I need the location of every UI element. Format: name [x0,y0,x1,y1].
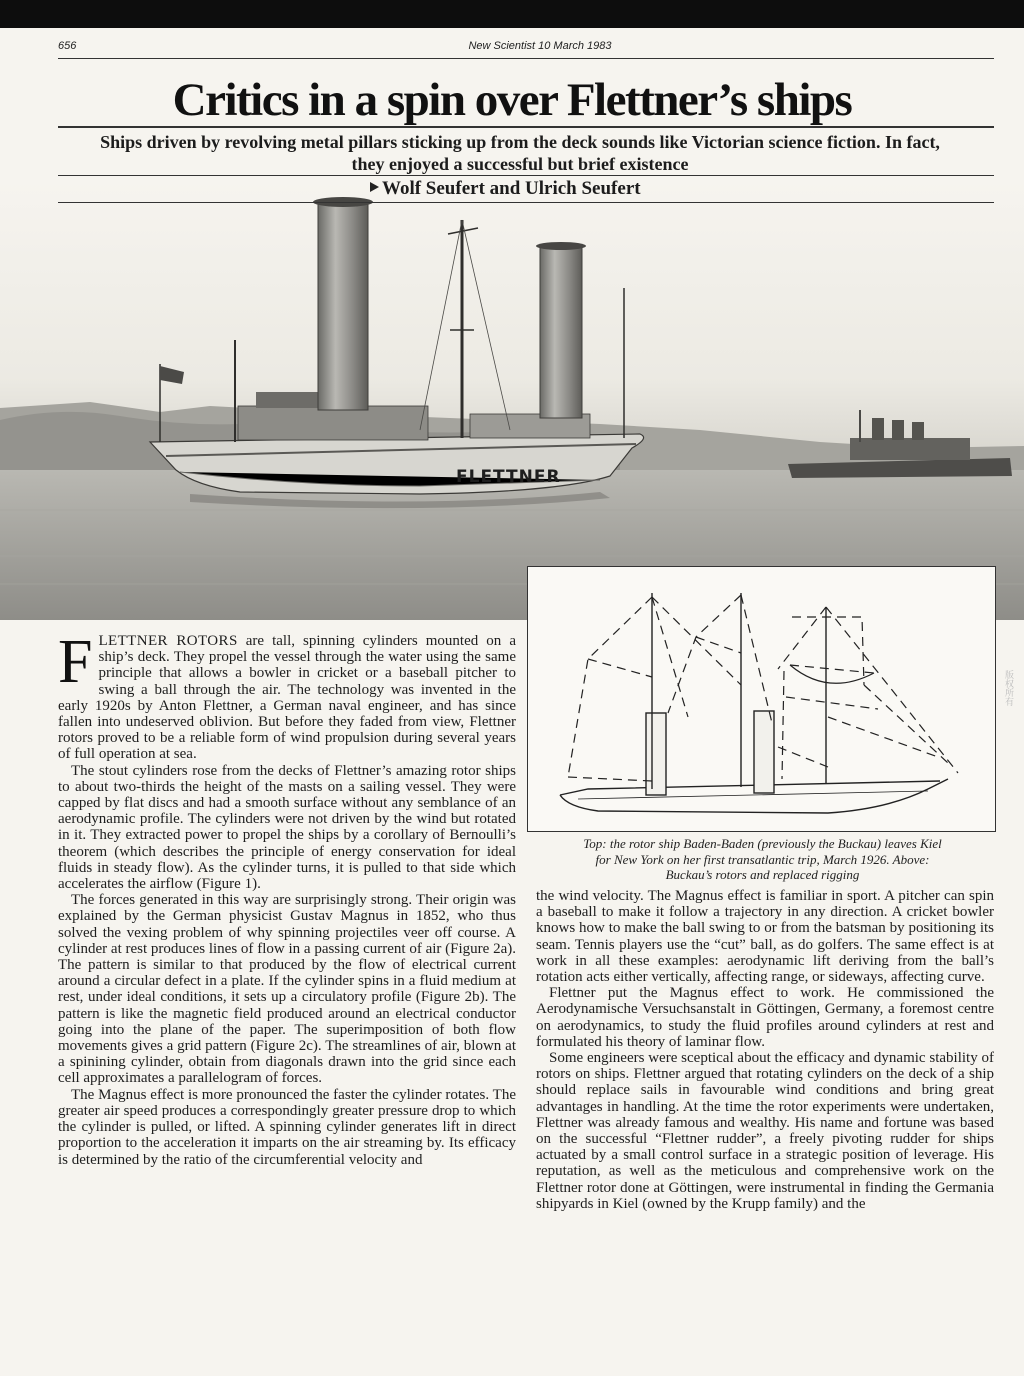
hull-lettering: FLETTNER [456,467,561,487]
standfirst-rule [58,175,994,176]
figure-caption [531,836,994,883]
rotor-ship-photo [0,180,1024,620]
caption-line-1: Top: the rotor ship Baden-Baden (previously the Buckau) leaves Kiel [583,836,942,851]
margin-mark: 版权所有 [1004,670,1014,706]
paragraph-1 [58,628,516,763]
byline-arrow-icon [370,182,379,192]
paragraph-5: the wind velocity. The Magnus effect is familiar in sport. A pitcher can spin a baseball to make it follow a trajectory in any direction. A cricket bowler knows how to make the ball swing to or from the batsman by positioning its seam. Tennis players use the “cut” ball, as do golfers. The same effect is at work in all these examples: aerodynamic lift deriving from the ball’s rotation acts either vertically, affecting range, or sideways, affecting curve. [536,888,994,986]
drop-cap: F [58,628,93,696]
paragraph-1-text: are tall, spinning cylinders mounted on a ship’s deck. They propel the vessel through the water using the same principle that allows a bowler in cricket or a baseball pitcher to swing a ball through the air. The technology was invented in the early 1920s by Anton Flettner, a German naval engineer, and has since fallen into undeserved oblivion. But before they faded from view, Flettner rotors proved to be a reliable form of wind propulsion during several years of full operation at sea. [58,633,516,763]
byline-authors: Wolf Seufert and Ulrich Seufert [382,178,641,199]
column-left [58,628,516,1168]
paragraph-4: The Magnus effect is more pronounced the faster the cylinder rotates. The greater air speed produces a correspondingly greater pressure drop to which the cylinder is pulled, or lifted. A spinning cylinder generates lift in direct proportion to the acceleration it imparts on the air streaming by. Its efficacy is determined by the ratio of the circumferential velocity and [58,1086,516,1168]
column-right [536,888,994,1212]
caption-line-2: for New York on her first transatlantic trip, March 1926. Above: [595,851,930,867]
byline-rule [58,202,994,203]
caption-line-3: Buckau’s rotors and replaced rigging [665,867,860,882]
rigging-diagram-frame [527,566,996,832]
top-bar [0,0,1024,28]
page-number: 656 [58,40,77,52]
paragraph-3: The forces generated in this way are surprisingly strong. Their origin was explained by the German physicist Gustav Magnus in 1852, who thus solved the vexing problem of why spinning projectiles veer off course. A cylinder at rest produces lines of flow in a passing current of air (Figure 2a). The pattern is similar to that produced by the flow of electrical current around a circular defect in a plate. If the cylinder spins in a fluid medium at rest, under ideal conditions, it sets up a circulatory profile (Figure 2b). The pattern is like the magnetic field produced around an electrical conductor going into the plane of the paper. The superimposition of both flow movements gives a grid pattern (Figure 2c). The streamlines of air, blown at a spinining cylinder, obtain from diagonals drawn into the grid since each cell approximates a parallelogram of forces. [58,892,516,1087]
header-rule [58,58,994,59]
standfirst: Ships driven by revolving metal pillars sticking up from the deck sounds like Victorian science fiction. In fact, they enjoyed a successful but brief existence [100,132,940,174]
paragraph-6: Flettner put the Magnus effect to work. He commissioned the Aerodynamische Versuchsanstalt in Göttingen, Germany, a foremost centre on aerodynamics, to study the fluid profiles around cylinders at rest and formulated his theory of laminar flow. [536,985,994,1050]
paragraph-7: Some engineers were sceptical about the efficacy and dynamic stability of rotors on ships. Flettner argued that rotating cylinders on the deck of a ship should replace sails in favourable wind conditions and bring great advantages in handling. At the time the rotor experiments were undertaken, Flettner was already famous and wealthy. His name and fortune was based on the successful “Flettner rudder”, a freely pivoting rudder for ships actuated by a small control surface in a strategic position of leverage. His reputation, as well as the meticulous and comprehensive work on the Flettner rotor done at Göttingen, were instrumental in finding the Germania shipyards in Kiel (owned by the Krupp family) and the [536,1050,994,1212]
article-title: Critics in a spin over Flettner’s ships [172,74,852,126]
title-rule [58,126,994,128]
byline [370,178,710,200]
rigging-diagram [528,567,995,831]
issue-line: New Scientist 10 March 1983 [468,40,612,52]
paragraph-2: The stout cylinders rose from the decks of Flettner’s amazing rotor ships to about two-thirds the height of the masts on a sailing vessel. They were capped by flat discs and had a smooth surface without any semblance of an aerodynamic profile. The cylinders were not driven by the wind but rotated in it. They extracted power to propel the ships by a corollary of Bernoulli’s theorem (which describes the principle of energy conservation for ideal fluids in steady flow). As the cylinder turns, it is pulled to that side which accelerates the airflow (Figure 1). [58,762,516,893]
lead-in-caps: LETTNER ROTORS [98,633,238,649]
